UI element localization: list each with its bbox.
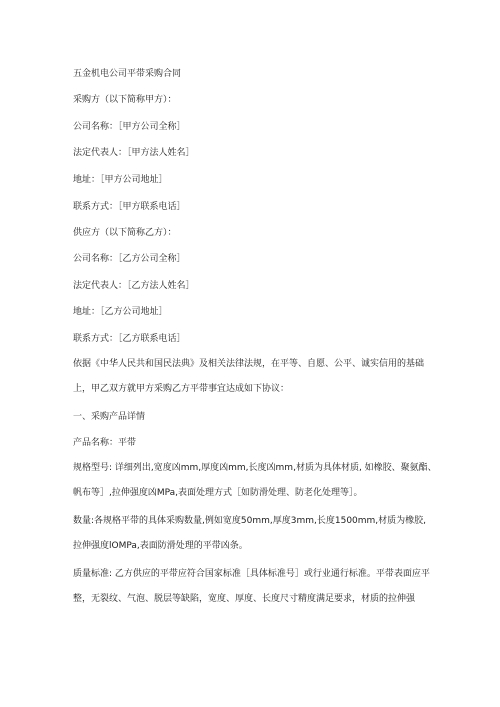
section-1-heading: 一、采购产品详情 <box>73 412 146 422</box>
spec-model-paragraph: 规格型号: 详细列出,宽度凶mm,厚度凶mm,长度凶mm,材质为具体材质, 如橡胶、聚氨酯、帆布等］,拉伸强度凶MPa,表面处理方式［如防滑处理、防老化处理等］。 <box>73 463 437 498</box>
supplier-contact: 联系方式：［乙方联系电话］ <box>73 334 186 344</box>
supplier-heading: 供应方（以下简称乙方）： <box>73 228 177 238</box>
buyer-heading: 采购方（以下简称甲方）： <box>73 95 177 105</box>
document-title: 五金机电公司平带采购合同 <box>73 69 182 79</box>
buyer-contact: 联系方式：［甲方联系电话］ <box>73 202 186 212</box>
buyer-legal-rep: 法定代表人：［甲方法人姓名］ <box>73 148 195 158</box>
quantity-paragraph: 数量:各规格平带的具体采购数量,例如宽度50mm,厚度3mm,长度1500mm,材质为橡胶, 拉伸强度lOMPa,表面防滑处理的平带凶条。 <box>73 516 427 551</box>
product-name: 产品名称：平带 <box>73 438 137 448</box>
quality-paragraph: 质量标准: 乙方供应的平带应符合国家标准［具体标准号］或行业通行标准。平带表面应平整，无裂纹、气泡、脱层等缺陷，宽度、厚度、长度尺寸精度满足要求，材质的拉伸强 <box>73 569 430 604</box>
preamble-paragraph: 依据《中华人民共和国民法典》及相关法律法规，在平等、自愿、公平、诚实信用的基础上，甲乙双方就甲方采购乙方平带事宜达成如下协议： <box>73 359 425 394</box>
buyer-company: 公司名称：［甲方公司全称］ <box>73 122 186 132</box>
supplier-address: 地址：［乙方公司地址］ <box>73 307 168 317</box>
buyer-address: 地址：［甲方公司地址］ <box>73 175 168 185</box>
supplier-company: 公司名称：［乙方公司全称］ <box>73 254 186 264</box>
supplier-legal-rep: 法定代表人：［乙方法人姓名］ <box>73 281 195 291</box>
